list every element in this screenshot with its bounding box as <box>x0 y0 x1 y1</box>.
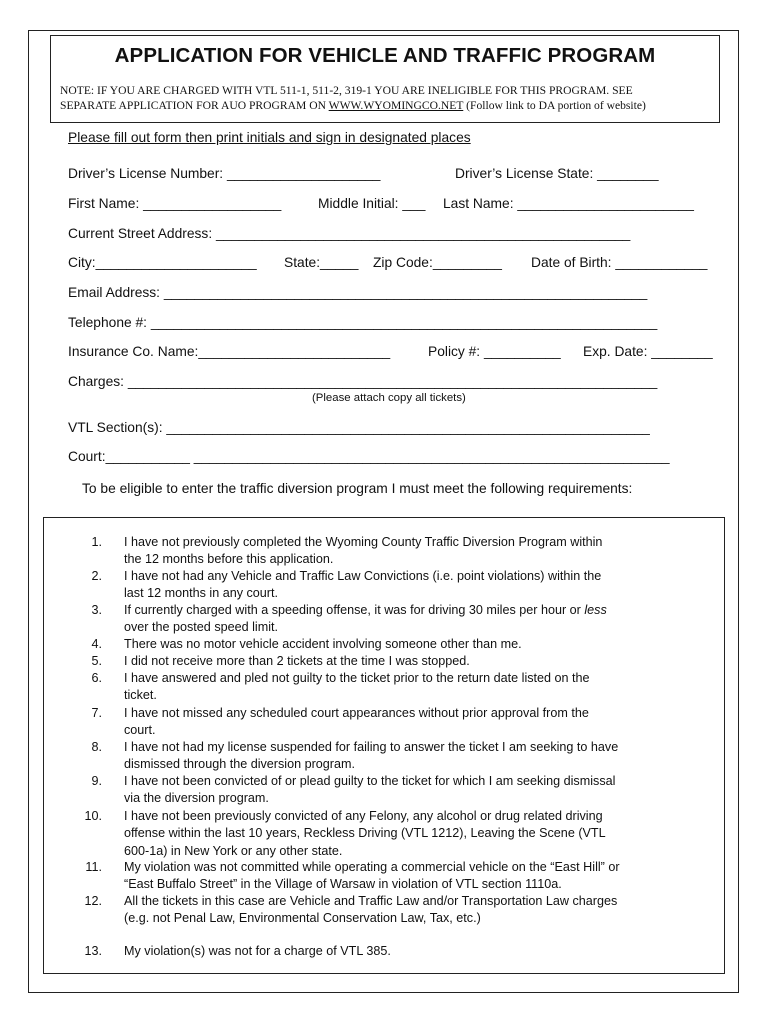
requirement-line: I have not been previously convicted of any Felony, any alcohol or drug related driving <box>124 809 603 823</box>
vtl-sections-field[interactable]: VTL Section(s): _______________________________________________________________ <box>68 420 650 435</box>
requirement-line: I have not had any Vehicle and Traffic Law Convictions (i.e. point violations) within the <box>124 569 602 583</box>
first-name-field[interactable]: First Name: __________________ <box>68 196 282 211</box>
requirement-text <box>124 773 709 808</box>
form-title: APPLICATION FOR VEHICLE AND TRAFFIC PROGRAM <box>114 44 656 67</box>
middle-initial-field[interactable]: Middle Initial: ___ <box>318 196 426 211</box>
requirement-text <box>124 534 709 569</box>
requirement-line: over the posted speed limit. <box>124 620 279 635</box>
attach-tickets-note: (Please attach copy all tickets) <box>312 392 466 404</box>
telephone-field[interactable]: Telephone #: __________________________________________________________________ <box>68 315 658 330</box>
requirement-text <box>124 670 709 705</box>
requirement-number: 6. <box>91 671 102 685</box>
email-address-field[interactable]: Email Address: _______________________________________________________________ <box>68 285 648 300</box>
policy-number-field[interactable]: Policy #: __________ <box>428 344 561 359</box>
requirement-line: I have not had my license suspended for failing to answer the ticket I am seeking to have <box>124 740 619 754</box>
requirement-text <box>124 653 709 670</box>
website-link[interactable]: WWW.WYOMINGCO.NET <box>328 98 464 112</box>
requirement-text <box>124 808 709 860</box>
requirement-text <box>124 739 709 774</box>
requirement-number: 2. <box>91 569 102 583</box>
state-field[interactable]: State:_____ <box>284 255 359 270</box>
requirement-line: the 12 months before this application. <box>124 552 334 567</box>
requirement-line: “East Buffalo Street” in the Village of Warsaw in violation of VTL section 1110a. <box>124 877 562 892</box>
requirement-number: 4. <box>91 637 102 651</box>
requirement-number: 1. <box>91 535 102 549</box>
requirement-line: My violation(s) was not for a charge of VTL 385. <box>124 944 391 958</box>
street-address-field[interactable]: Current Street Address: ______________________________________________________ <box>68 226 631 241</box>
requirement-number: 3. <box>91 603 102 617</box>
requirement-text <box>124 568 709 603</box>
last-name-field[interactable]: Last Name: _______________________ <box>443 196 694 211</box>
charges-field[interactable]: Charges: _____________________________________________________________________ <box>68 374 658 389</box>
requirement-line: last 12 months in any court. <box>124 586 279 601</box>
form-instructions: Please fill out form then print initials and sign in designated places <box>68 130 471 145</box>
note-line-2 <box>60 99 713 114</box>
drivers-license-state-field[interactable]: Driver’s License State: ________ <box>455 166 659 181</box>
requirement-line: I have not previously completed the Wyoming County Traffic Diversion Program within <box>124 535 603 549</box>
requirement-line: I did not receive more than 2 tickets at the time I was stopped. <box>124 654 470 668</box>
title-box <box>50 35 720 123</box>
drivers-license-number-field[interactable]: Driver’s License Number: ____________________ <box>68 166 381 181</box>
requirement-text <box>124 602 709 637</box>
requirement-line <box>124 602 709 619</box>
requirement-line: ticket. <box>124 688 157 703</box>
requirement-text <box>124 943 709 960</box>
note-line-1: NOTE: IF YOU ARE CHARGED WITH VTL 511-1, 511-2, 319-1 YOU ARE INELIGIBLE FOR THIS PROGRAM. SEE <box>60 84 633 97</box>
requirement-text <box>124 893 709 928</box>
requirements-box <box>43 517 725 974</box>
requirement-line: court. <box>124 723 156 738</box>
note-line-2-suffix: (Follow link to DA portion of website) <box>463 98 646 112</box>
requirement-number: 9. <box>91 774 102 788</box>
requirement-line: (e.g. not Penal Law, Environmental Conservation Law, Tax, etc.) <box>124 911 481 926</box>
eligibility-intro: To be eligible to enter the traffic diversion program I must meet the following requirements: <box>82 481 633 496</box>
requirement-number: 12. <box>84 894 102 908</box>
requirement-line: via the diversion program. <box>124 791 269 806</box>
requirement-text <box>124 636 709 653</box>
insurance-company-field[interactable]: Insurance Co. Name:_________________________ <box>68 344 391 359</box>
requirement-text <box>124 705 709 740</box>
requirement-text <box>124 859 709 894</box>
city-field[interactable]: City:_____________________ <box>68 255 257 270</box>
requirement-line: 600-1a) in New York or any other state. <box>124 843 343 858</box>
requirement-number: 8. <box>91 740 102 754</box>
exp-date-field[interactable]: Exp. Date: ________ <box>583 344 713 359</box>
requirement-line: I have not missed any scheduled court appearances without prior approval from the <box>124 706 589 720</box>
requirement-number: 13. <box>84 944 102 958</box>
requirement-number: 11. <box>85 860 102 874</box>
requirement-emphasis: less <box>584 603 607 617</box>
requirement-line-part: If currently charged with a speeding offense, it was for driving 30 miles per hour or <box>124 603 585 617</box>
requirement-line: There was no motor vehicle accident involving someone other than me. <box>124 637 522 651</box>
requirement-line: dismissed through the diversion program. <box>124 757 355 772</box>
requirement-line: offense within the last 10 years, Reckless Driving (VTL 1212), Leaving the Scene (VTL <box>124 826 606 841</box>
requirement-number: 10. <box>84 809 102 823</box>
requirement-line: I have not been convicted of or plead guilty to the ticket for which I am seeking dismissal <box>124 774 616 788</box>
requirement-number: 5. <box>91 654 102 668</box>
requirement-line: I have answered and pled not guilty to the ticket prior to the return date listed on the <box>124 671 590 685</box>
requirement-number: 7. <box>91 706 102 720</box>
requirement-line: All the tickets in this case are Vehicle and Traffic Law and/or Transportation Law charges <box>124 894 618 908</box>
court-field[interactable]: Court:___________ ______________________________________________________________ <box>68 449 670 464</box>
date-of-birth-field[interactable]: Date of Birth: ____________ <box>531 255 708 270</box>
ineligibility-note <box>60 84 713 113</box>
requirement-line: My violation was not committed while operating a commercial vehicle on the “East Hill” or <box>124 860 620 874</box>
note-line-2-prefix: SEPARATE APPLICATION FOR AUO PROGRAM ON <box>60 98 329 112</box>
zip-code-field[interactable]: Zip Code:_________ <box>373 255 502 270</box>
